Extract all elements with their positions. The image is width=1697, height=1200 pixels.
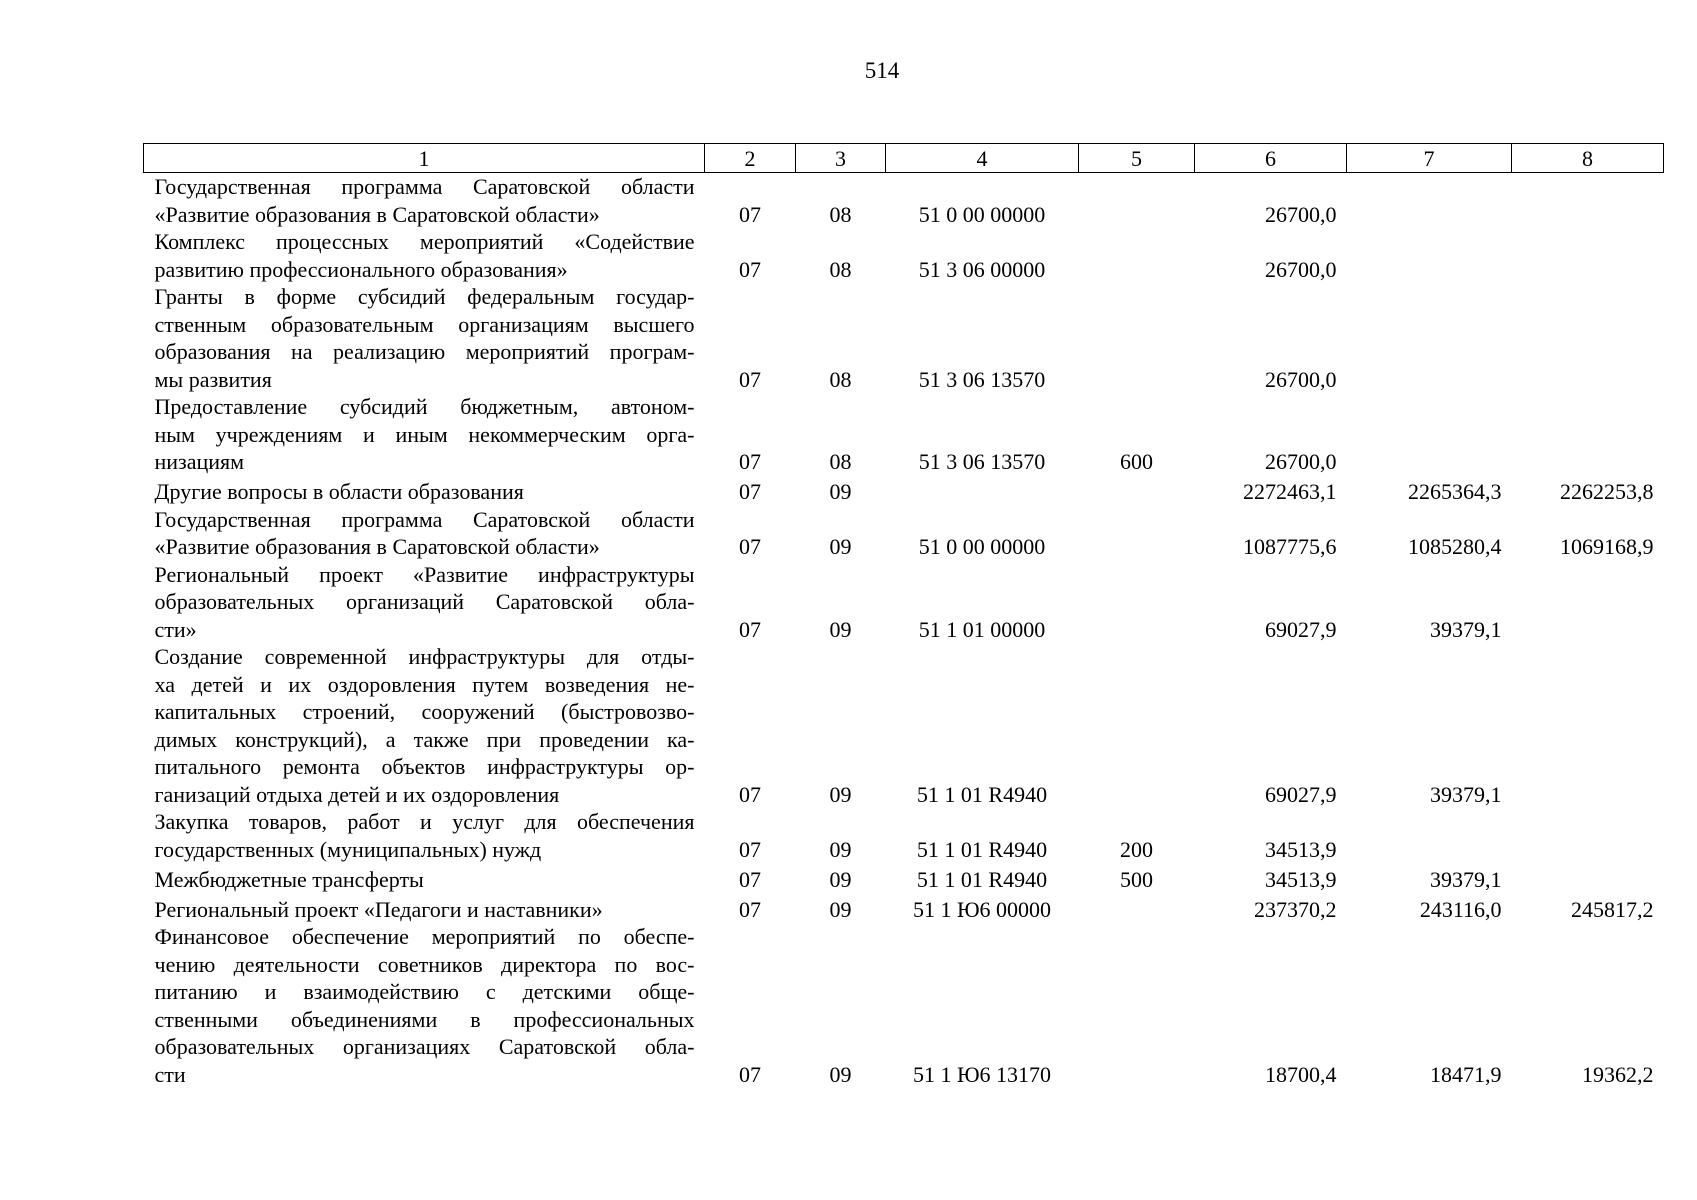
row-section-code: 07 — [739, 534, 761, 559]
row-name — [144, 228, 705, 283]
row-value-col-6: 18700,4 — [1265, 1061, 1337, 1087]
header-col-1: 1 — [144, 144, 705, 173]
row-subsection-code: 08 — [829, 256, 852, 282]
row-name-line: ным учреждениям и иным некоммерческим орга- — [154, 421, 695, 447]
table-row — [144, 393, 1664, 476]
row-value-col-8 — [1512, 393, 1664, 476]
row-value-col-6: 69027,9 — [1265, 616, 1337, 642]
row-name — [144, 393, 705, 476]
row-expense-type-code — [1079, 893, 1195, 923]
row-name-line: Государственная программа Саратовской области — [154, 174, 695, 199]
table-body — [144, 173, 1664, 1089]
row-target-code: 51 1 01 R4940 — [916, 836, 1048, 862]
header-col-5: 5 — [1079, 144, 1195, 173]
row-target-code: 51 3 06 13570 — [918, 449, 1046, 474]
row-value-col-8 — [1512, 561, 1664, 644]
row-subsection-code: 09 — [829, 836, 852, 862]
row-name-line: образовательных организациях Саратовской обла- — [154, 1034, 695, 1059]
row-name-line: ственными объединениями в профессиональных — [154, 1006, 695, 1032]
row-name-line: ха детей и их оздоровления путем возведения не- — [154, 671, 695, 697]
row-value-col-6: 26700,0 — [1265, 201, 1337, 227]
table-row — [144, 561, 1664, 644]
row-expense-type-code — [1079, 643, 1195, 808]
row-name — [144, 643, 705, 808]
header-col-2: 2 — [705, 144, 796, 173]
row-section-code: 07 — [739, 366, 761, 392]
row-target-code: 51 1 01 R4940 — [916, 781, 1048, 807]
row-expense-type-code — [1079, 561, 1195, 644]
row-name — [144, 808, 705, 863]
row-value-col-8: 245817,2 — [1571, 896, 1654, 922]
row-name-line: ганизаций отдыха детей и их оздоровления — [154, 781, 560, 807]
row-value-col-7: 2265364,3 — [1408, 479, 1502, 504]
row-target-code: 51 1 01 00000 — [918, 616, 1046, 642]
row-name-line: «Развитие образования в Саратовской области» — [154, 534, 600, 559]
row-name-line: образовательных организаций Саратовской обла- — [154, 589, 695, 614]
row-name-line: Создание современной инфраструктуры для отды- — [154, 644, 695, 669]
table-row — [144, 923, 1664, 1088]
row-name — [144, 893, 705, 923]
row-target-code: 51 0 00 00000 — [918, 201, 1046, 227]
row-value-col-6: 2272463,1 — [1243, 479, 1337, 504]
row-subsection-code: 09 — [829, 896, 852, 922]
table-row — [144, 476, 1664, 506]
row-value-col-6: 26700,0 — [1265, 366, 1337, 392]
row-name-line: капитальных строений, сооружений (быстровозво- — [154, 699, 695, 724]
row-value-col-7: 18471,9 — [1430, 1061, 1502, 1087]
row-name — [144, 506, 705, 561]
row-value-col-7: 39379,1 — [1430, 781, 1502, 807]
row-value-col-8 — [1512, 173, 1664, 229]
table-row — [144, 506, 1664, 561]
row-target-code — [886, 476, 1079, 506]
header-col-7: 7 — [1347, 144, 1512, 173]
row-value-col-6: 34513,9 — [1265, 836, 1337, 862]
row-section-code: 07 — [739, 836, 761, 862]
row-section-code: 07 — [739, 1061, 761, 1087]
row-name — [144, 173, 705, 229]
row-name-line: Закупка товаров, работ и услуг для обеспечения — [154, 809, 695, 834]
row-name — [144, 561, 705, 644]
row-name-line: низациям — [154, 449, 245, 474]
row-value-col-7 — [1347, 393, 1512, 476]
row-target-code: 51 3 06 13570 — [918, 366, 1046, 392]
row-value-col-6: 1087775,6 — [1243, 534, 1337, 559]
table-row — [144, 283, 1664, 393]
row-name-line: «Развитие образования в Саратовской области» — [154, 201, 600, 227]
row-name — [144, 923, 705, 1088]
row-value-col-8 — [1512, 863, 1664, 893]
row-name-line: Гранты в форме субсидий федеральным государ- — [154, 284, 695, 309]
row-value-col-8: 1069168,9 — [1560, 534, 1654, 559]
row-expense-type-code: 200 — [1120, 836, 1153, 862]
row-expense-type-code: 600 — [1120, 449, 1153, 474]
row-expense-type-code — [1079, 228, 1195, 283]
row-target-code: 51 1 Ю6 00000 — [912, 896, 1052, 922]
row-value-col-7: 1085280,4 — [1408, 534, 1502, 559]
row-name-line: ственным образовательным организациям высшего — [154, 311, 695, 337]
row-subsection-code: 08 — [829, 201, 852, 227]
row-name-line: Региональный проект «Развитие инфраструктуры — [154, 561, 695, 587]
row-section-code: 07 — [739, 479, 761, 504]
row-value-col-7: 243116,0 — [1419, 896, 1502, 922]
row-expense-type-code — [1079, 283, 1195, 393]
row-section-code: 07 — [739, 449, 761, 474]
row-value-col-7 — [1347, 228, 1512, 283]
row-name-line: Государственная программа Саратовской области — [154, 506, 695, 532]
row-value-col-6: 237370,2 — [1254, 896, 1337, 922]
row-name-line: развитию профессионального образования» — [154, 256, 568, 282]
table-row — [144, 643, 1664, 808]
row-subsection-code: 08 — [829, 449, 852, 474]
header-col-6: 6 — [1195, 144, 1347, 173]
table-row — [144, 893, 1664, 923]
row-name-line: Предоставление субсидий бюджетным, автоном- — [154, 394, 695, 419]
row-subsection-code: 08 — [829, 366, 852, 392]
header-col-3: 3 — [796, 144, 886, 173]
row-section-code: 07 — [739, 866, 761, 892]
row-name-line: димых конструкций), а также при проведении ка- — [154, 726, 695, 752]
row-name-line: государственных (муниципальных) нужд — [154, 836, 542, 862]
row-value-col-7 — [1347, 283, 1512, 393]
row-expense-type-code — [1079, 476, 1195, 506]
row-name — [144, 476, 705, 506]
row-name-line: Межбюджетные трансферты — [154, 866, 424, 892]
row-value-col-8 — [1512, 643, 1664, 808]
row-expense-type-code — [1079, 506, 1195, 561]
table-row — [144, 173, 1664, 229]
table-row — [144, 863, 1664, 893]
header-col-8: 8 — [1512, 144, 1664, 173]
row-subsection-code: 09 — [829, 1061, 852, 1087]
row-name-line: Региональный проект «Педагоги и наставники» — [154, 896, 603, 922]
row-name-line: питанию и взаимодействию с детскими обще- — [154, 979, 695, 1004]
row-subsection-code: 09 — [829, 479, 852, 504]
row-name-line: Другие вопросы в области образования — [154, 479, 524, 504]
row-target-code: 51 3 06 00000 — [918, 256, 1046, 282]
row-value-col-7: 39379,1 — [1430, 866, 1502, 892]
row-expense-type-code: 500 — [1120, 866, 1153, 892]
row-name-line: питального ремонта объектов инфраструктуры ор- — [154, 754, 695, 779]
row-name-line: сти — [154, 1061, 186, 1087]
row-value-col-7: 39379,1 — [1430, 616, 1502, 642]
row-target-code: 51 1 01 R4940 — [916, 866, 1048, 892]
row-value-col-8 — [1512, 228, 1664, 283]
header-row — [144, 144, 1664, 173]
row-value-col-8 — [1512, 808, 1664, 863]
row-name-line: сти» — [154, 616, 197, 642]
table-row — [144, 808, 1664, 863]
row-value-col-6: 26700,0 — [1265, 256, 1337, 282]
row-value-col-6: 34513,9 — [1265, 866, 1337, 892]
page-number: 514 — [864, 58, 900, 83]
row-section-code: 07 — [739, 201, 761, 227]
row-value-col-7 — [1347, 173, 1512, 229]
table-row — [144, 228, 1664, 283]
row-section-code: 07 — [739, 256, 761, 282]
row-name-line: мы развития — [154, 366, 272, 392]
table-header — [144, 144, 1664, 173]
row-target-code: 51 0 00 00000 — [918, 534, 1046, 559]
row-value-col-8: 2262253,8 — [1560, 479, 1654, 504]
header-col-4: 4 — [886, 144, 1079, 173]
row-section-code: 07 — [739, 781, 761, 807]
row-subsection-code: 09 — [829, 866, 852, 892]
budget-table — [143, 143, 1664, 1088]
row-value-col-6: 26700,0 — [1265, 449, 1337, 474]
row-subsection-code: 09 — [829, 534, 852, 559]
row-value-col-8: 19362,2 — [1582, 1061, 1654, 1087]
row-section-code: 07 — [739, 896, 761, 922]
row-name-line: чению деятельности советников директора по вос- — [154, 951, 695, 977]
row-value-col-6: 69027,9 — [1265, 781, 1337, 807]
row-name-line: Комплекс процессных мероприятий «Содействие — [154, 229, 695, 254]
row-section-code: 07 — [739, 616, 761, 642]
row-value-col-7 — [1347, 808, 1512, 863]
row-name-line: Финансовое обеспечение мероприятий по обеспе- — [154, 924, 695, 949]
row-target-code: 51 1 Ю6 13170 — [912, 1061, 1052, 1087]
row-name — [144, 863, 705, 893]
row-expense-type-code — [1079, 923, 1195, 1088]
row-subsection-code: 09 — [829, 781, 852, 807]
row-name-line: образования на реализацию мероприятий програм- — [154, 339, 695, 364]
row-expense-type-code — [1079, 173, 1195, 229]
row-value-col-8 — [1512, 283, 1664, 393]
row-subsection-code: 09 — [829, 616, 852, 642]
row-name — [144, 283, 705, 393]
